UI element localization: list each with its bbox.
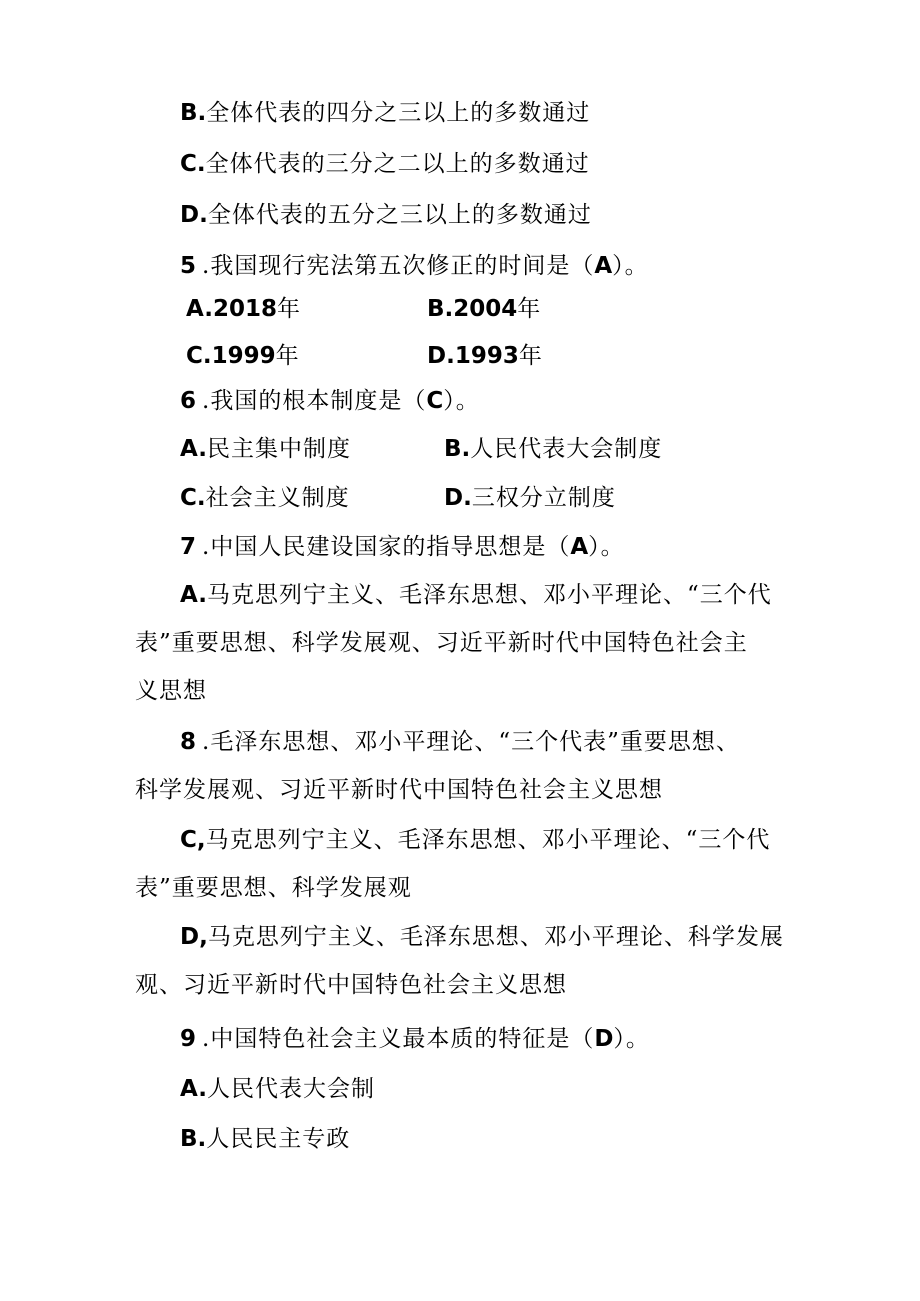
option-q5-c bbox=[186, 341, 300, 371]
option-year: 2004 bbox=[453, 296, 518, 322]
option-letter: B. bbox=[444, 436, 471, 462]
option-q9-b bbox=[180, 1124, 350, 1154]
option-letter: C. bbox=[180, 151, 206, 177]
option-text: 全体代表的三分之二以上的多数通过 bbox=[205, 151, 590, 177]
option-letter: B. bbox=[427, 296, 454, 322]
option-q5-d bbox=[427, 341, 543, 371]
option-letter: C. bbox=[186, 343, 212, 369]
question-end: ）。 bbox=[588, 534, 625, 560]
option-text: 马克思列宁主义、毛泽东思想、邓小平理论、“三个代 bbox=[205, 827, 771, 853]
option-unit: 年 bbox=[517, 296, 542, 322]
option-text: 马克思列宁主义、毛泽东思想、邓小平理论、科学发展 bbox=[207, 924, 784, 950]
option-text: 全体代表的四分之三以上的多数通过 bbox=[206, 100, 591, 126]
question-number: 6 bbox=[180, 388, 197, 414]
option-letter: D. bbox=[444, 485, 472, 511]
question-9 bbox=[180, 1024, 650, 1054]
item-text: .毛泽东思想、邓小平理论、“三个代表”重要思想、 bbox=[202, 729, 740, 755]
answer-letter: A bbox=[594, 253, 613, 279]
option-year: 1993 bbox=[454, 343, 519, 369]
option-text: 民主集中制度 bbox=[206, 436, 351, 462]
option-q5-a bbox=[186, 294, 301, 324]
question-text: .中国人民建设国家的指导思想是（ bbox=[202, 534, 571, 560]
option-unit: 年 bbox=[276, 296, 301, 322]
option-text: 人民代表大会制度 bbox=[470, 436, 663, 462]
option-q4-b bbox=[180, 98, 590, 128]
option-letter: C. bbox=[180, 485, 206, 511]
question-end: ）。 bbox=[612, 253, 649, 279]
option-letter: A. bbox=[180, 582, 207, 608]
option-text: 社会主义制度 bbox=[205, 485, 350, 511]
option-unit: 年 bbox=[275, 343, 300, 369]
answer-letter: D bbox=[594, 1026, 614, 1052]
option-d-line2: 观、习近平新时代中国特色社会主义思想 bbox=[135, 972, 567, 998]
option-c-line2: 表”重要思想、科学发展观 bbox=[135, 875, 412, 901]
option-c-line1 bbox=[180, 825, 770, 855]
option-letter: A. bbox=[180, 436, 207, 462]
option-letter: B. bbox=[180, 100, 207, 126]
question-text: .我国现行宪法第五次修正的时间是（ bbox=[202, 253, 595, 279]
question-end: ）。 bbox=[613, 1026, 650, 1052]
option-d-line1 bbox=[180, 922, 784, 952]
question-7 bbox=[180, 532, 625, 562]
option-text: 全体代表的五分之三以上的多数通过 bbox=[207, 202, 592, 228]
option-year: 1999 bbox=[211, 343, 276, 369]
question-number: 9 bbox=[180, 1026, 197, 1052]
question-6 bbox=[180, 386, 480, 416]
option-text: 人民民主专政 bbox=[206, 1126, 351, 1152]
option-q6-a bbox=[180, 434, 351, 464]
option-letter: A. bbox=[180, 1076, 207, 1102]
question-number: 5 bbox=[180, 253, 197, 279]
option-q4-c bbox=[180, 149, 590, 179]
question-text: .中国特色社会主义最本质的特征是（ bbox=[202, 1026, 595, 1052]
answer-letter: C bbox=[426, 388, 444, 414]
question-5 bbox=[180, 251, 649, 281]
item-8-line2: 科学发展观、习近平新时代中国特色社会主义思想 bbox=[135, 777, 663, 803]
answer-letter: A bbox=[570, 534, 589, 560]
option-text: 人民代表大会制 bbox=[206, 1076, 375, 1102]
option-text: 三权分立制度 bbox=[471, 485, 616, 511]
option-q6-c bbox=[180, 483, 350, 513]
option-q7-a-line2: 表”重要思想、科学发展观、习近平新时代中国特色社会主 bbox=[135, 630, 748, 656]
option-q9-a bbox=[180, 1074, 375, 1104]
option-unit: 年 bbox=[518, 343, 543, 369]
option-letter: D. bbox=[180, 202, 208, 228]
question-number: 7 bbox=[180, 534, 197, 560]
option-q4-d bbox=[180, 200, 592, 230]
option-letter: D, bbox=[180, 924, 208, 950]
option-q7-a-line1 bbox=[180, 580, 772, 610]
option-q6-b bbox=[444, 434, 662, 464]
option-q5-b bbox=[427, 294, 541, 324]
option-letter: C, bbox=[180, 827, 206, 853]
option-letter: A. bbox=[186, 296, 213, 322]
option-q6-d bbox=[444, 483, 616, 513]
item-number: 8 bbox=[180, 729, 197, 755]
item-8-line1 bbox=[180, 727, 740, 757]
option-q7-a-line3: 义思想 bbox=[135, 678, 207, 704]
question-end: ）。 bbox=[443, 388, 480, 414]
option-letter: B. bbox=[180, 1126, 207, 1152]
option-text: 马克思列宁主义、毛泽东思想、邓小平理论、“三个代 bbox=[206, 582, 772, 608]
question-text: .我国的根本制度是（ bbox=[202, 388, 427, 414]
option-year: 2018 bbox=[212, 296, 277, 322]
option-letter: D. bbox=[427, 343, 455, 369]
